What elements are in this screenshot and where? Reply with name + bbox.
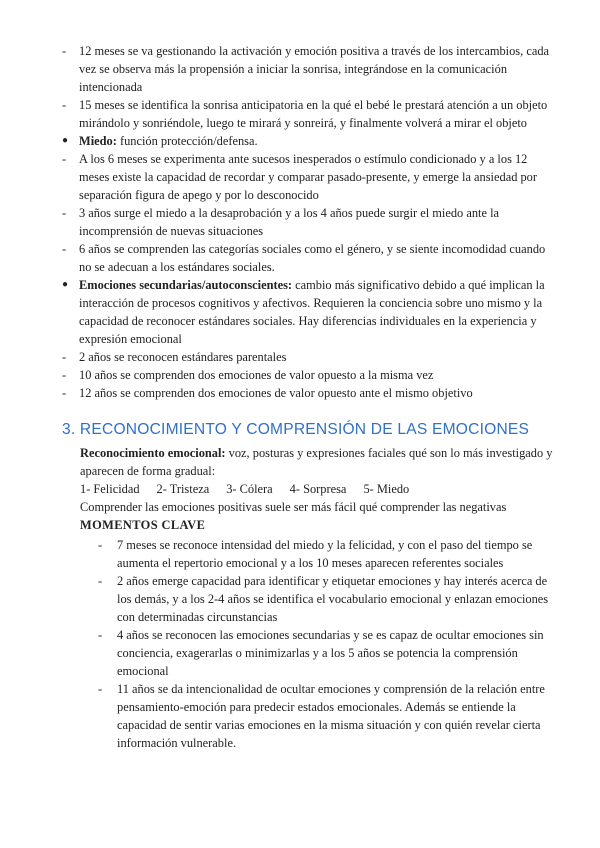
- bullet-marker: ●: [62, 135, 69, 146]
- list-item-text: 12 años se comprenden dos emociones de valor opuesto ante el mismo objetivo: [79, 386, 473, 400]
- list-item: [62, 150, 552, 204]
- dash-marker: -: [62, 206, 67, 220]
- intro-text: voz, posturas y expresiones faciales qué son lo más investigado y aparecen de forma gradual:: [80, 446, 553, 478]
- development-list: [62, 42, 552, 402]
- list-item: [62, 132, 552, 150]
- emotion-item: 2- Tristeza: [156, 482, 210, 496]
- dash-marker: -: [98, 574, 103, 588]
- list-item: [62, 42, 552, 96]
- dash-marker: -: [62, 386, 67, 400]
- dash-marker: -: [62, 242, 67, 256]
- list-item: [98, 680, 550, 752]
- list-item: [62, 240, 552, 276]
- list-item-text: 2 años emerge capacidad para identificar y etiquetar emociones y hay interés acerca de los demás, y a los 2-4 años se identifica el vocabulario emocional y enlazan emociones con determinadas circunstancias: [117, 574, 549, 624]
- list-item: [62, 366, 552, 384]
- dash-marker: -: [62, 44, 67, 58]
- dash-marker: -: [62, 350, 67, 364]
- dash-marker: -: [62, 152, 67, 166]
- list-item-text: 11 años se da intencionalidad de ocultar emociones y comprensión de la relación entre pensamiento-emoción para predecir estados emocionales. Además se entiende la capacidad de sentir varias emociones en la misma situación y con quién revelar cierta información vulnerable.: [117, 682, 545, 750]
- section-heading: 3. RECONOCIMIENTO Y COMPRENSIÓN DE LAS EMOCIONES: [62, 421, 530, 438]
- list-item: [98, 626, 550, 680]
- intro-paragraph: [80, 444, 560, 480]
- list-item-text: 6 años se comprenden las categorías sociales como el género, y se siente incomodidad cuando no se adecuan a los estándares sociales.: [79, 242, 546, 274]
- list-item-text: función protección/defensa.: [116, 134, 258, 148]
- list-item-text: 3 años surge el miedo a la desaprobación y a los 4 años puede surgir el miedo ante la incomprensión de nuevas situaciones: [79, 206, 500, 238]
- list-item: [62, 348, 552, 366]
- list-item: [98, 572, 550, 626]
- emotion-item: 5- Miedo: [363, 482, 410, 496]
- list-item: [62, 276, 552, 348]
- emotion-item: 4- Sorpresa: [289, 482, 347, 496]
- list-item-text: cambio más significativo debido a qué implican la interacción de procesos cognitivos y afectivos. Requieren la conciencia sobre uno mismo y la capacidad de reconocer estándares sociales. Hay diferencias individuales en la experiencia y expresión emocional: [79, 278, 545, 346]
- emotions-line: [80, 480, 560, 498]
- term-miedo: Miedo:: [79, 134, 117, 148]
- list-item-text: 12 meses se va gestionando la activación y emoción positiva a través de los intercambios, cada vez se observa más la propensión a iniciar la sonrisa, integrándose en la comunicación intencionada: [79, 44, 550, 94]
- key-moments-list: [98, 536, 550, 752]
- list-item-text: 7 meses se reconoce intensidad del miedo y la felicidad, y con el paso del tiempo se aumenta el repertorio emocional y a los 10 meses aparecen referentes sociales: [117, 538, 533, 570]
- dash-marker: -: [62, 98, 67, 112]
- list-item-text: A los 6 meses se experimenta ante sucesos inesperados o estímulo condicionado y a los 12 meses existe la capacidad de recordar y comparar pasado-presente, y emerge la ansiedad por separación figura de apego y por lo desconocido: [79, 152, 538, 202]
- term-reconocimiento: Reconocimiento emocional:: [80, 446, 226, 460]
- list-item-text: 10 años se comprenden dos emociones de valor opuesto a la misma vez: [79, 368, 434, 382]
- list-item-text: 15 meses se identifica la sonrisa anticipatoria en la qué el bebé le prestará atención a un objeto mirándolo y sonriéndole, luego te mirará y sonreirá, y finalmente volverá a mirar el objeto: [79, 98, 548, 130]
- bullet-marker: ●: [62, 279, 69, 290]
- list-item: [62, 96, 552, 132]
- dash-marker: -: [62, 368, 67, 382]
- dash-marker: -: [98, 682, 103, 696]
- list-item: [98, 536, 550, 572]
- emotion-item: 3- Cólera: [226, 482, 273, 496]
- key-moments-title: MOMENTOS CLAVE: [80, 518, 206, 532]
- dash-marker: -: [98, 628, 103, 642]
- list-item-text: 2 años se reconocen estándares parentales: [79, 350, 287, 364]
- emotion-item: 1- Felicidad: [80, 482, 140, 496]
- note-paragraph: Comprender las emociones positivas suele ser más fácil qué comprender las negativas: [80, 500, 507, 514]
- term-emociones-secundarias: Emociones secundarias/autoconscientes:: [79, 278, 293, 292]
- list-item-text: 4 años se reconocen las emociones secundarias y se es capaz de ocultar emociones sin conciencia, exagerarlas o minimizarlas y a los 5 años se potencia la comprensión emocional: [117, 628, 544, 678]
- list-item: [62, 204, 552, 240]
- list-item: [62, 384, 552, 402]
- section-body: [80, 444, 560, 752]
- dash-marker: -: [98, 538, 103, 552]
